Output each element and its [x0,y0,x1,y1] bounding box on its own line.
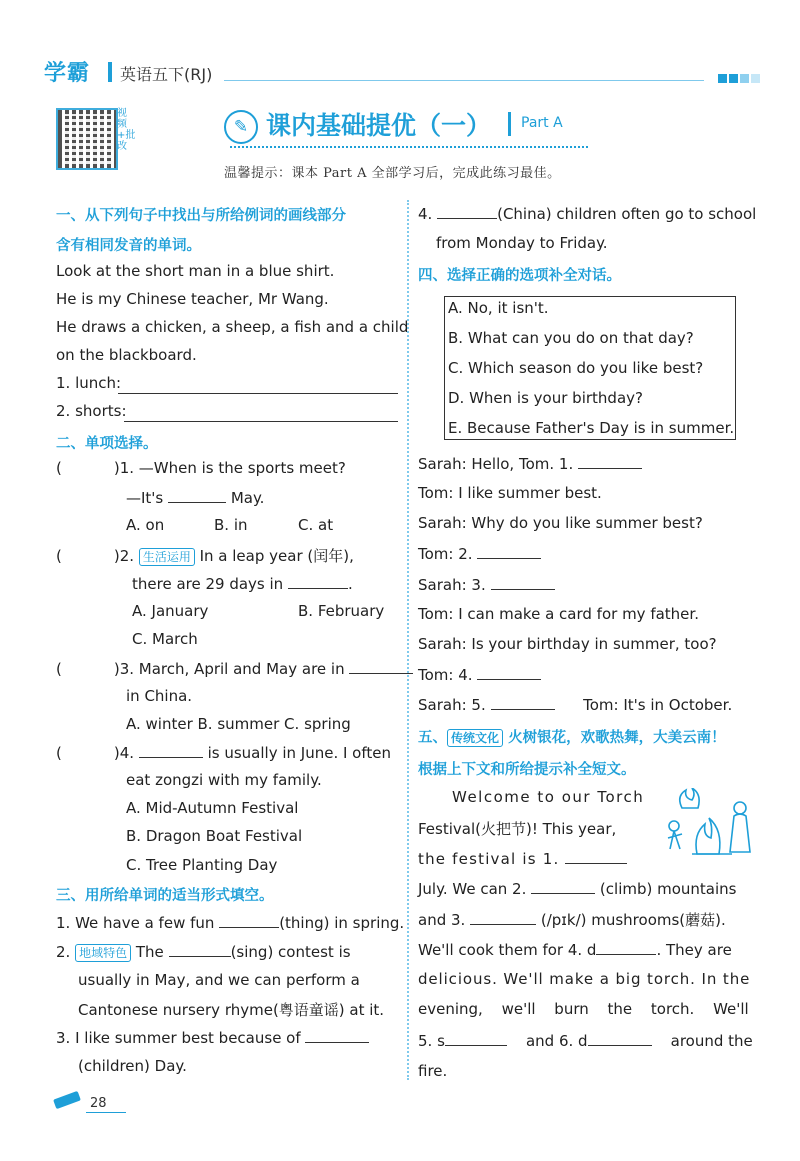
s1-q2-answer-line[interactable] [124,420,398,422]
s2-q3-line2: in China. [126,687,193,705]
option-a: A. No, it isn't. [448,299,549,317]
option-e: E. Because Father's Day is in summer. [448,419,735,437]
s2-q4-option-a: A. Mid-Autumn Festival [126,799,299,817]
dialog-line: Tom: I like summer best. [418,484,602,502]
s2-q1-option-b: B. in [214,516,248,534]
section-4-heading: 四、选择正确的选项补全对话。 [418,268,621,284]
s2-q2-option-a: A. January [132,602,209,620]
header-dots [716,68,760,87]
answer-blank[interactable] [169,942,231,957]
answer-blank[interactable] [288,574,348,589]
answer-blank[interactable] [349,659,413,674]
answer-blank[interactable] [596,940,656,955]
tag-label: 生活运用 [139,548,195,566]
answer-blank[interactable] [565,849,627,864]
answer-blank[interactable] [531,879,595,894]
page-number: 28 [90,1096,107,1111]
option-b: B. What can you do on that day? [448,329,694,347]
section-1-heading-2: 含有相同发音的单词。 [56,238,201,254]
s2-q1-option-a: A. on [126,516,165,534]
answer-blank[interactable] [305,1028,369,1043]
answer-blank[interactable] [588,1031,652,1046]
dialog-line: Sarah: Why do you like summer best? [418,514,703,532]
section-1-heading: 一、从下列句子中找出与所给例词的画线部分 [56,208,346,224]
tip-text: 温馨提示：课本 Part A 全部学习后，完成此练习最佳。 [224,166,561,181]
s2-q1-option-c: C. at [298,516,334,534]
dialog-line: Tom: 2. [418,544,541,563]
answer-blank[interactable] [477,544,541,559]
page-header [44,52,760,92]
brand-divider [108,62,112,82]
page-title: 课内基础提优（一） [266,111,492,140]
section-5-heading-2: 根据上下文和所给提示补全短文。 [418,762,636,778]
answer-blank[interactable] [219,913,279,928]
answer-blank[interactable] [578,454,642,469]
pen-icon [53,1091,81,1109]
example-sentence: on the blackboard. [56,346,197,364]
passage-line: and 3. (/pɪk/) mushrooms(蘑菇). [418,911,726,929]
footer-rule [86,1112,126,1113]
dialog-line: Sarah: 5. Tom: It's in October. [418,696,733,714]
answer-blank[interactable] [139,743,203,758]
s2-q2: ( )2. 生活运用 In a leap year (闰年), [56,547,354,565]
example-sentence: He is my Chinese teacher, Mr Wang. [56,290,329,308]
passage-line: delicious. We'll make a big torch. In the [418,970,751,988]
brand-logo: 学霸 [44,61,91,86]
title-divider [508,112,511,136]
title-underline [230,146,588,148]
passage-line: 5. s and 6. d around the [418,1032,753,1050]
passage-line: the festival is 1. [418,849,627,868]
s3-q2: 2. 地域特色 The (sing) contest is [56,943,351,961]
s2-q3: ( )3. March, April and May are in [56,659,413,678]
qr-code[interactable] [56,108,118,170]
passage-line: Welcome to our Torch [452,788,645,806]
s1-q2-label: 2. shorts: [56,402,127,420]
answer-blank[interactable] [477,665,541,680]
section-5-heading: 五、 传统文化 火树银花，欢歌热舞，大美云南！ [418,730,726,746]
torch-festival-illustration [652,788,758,860]
part-label: Part A [521,115,563,131]
s3-q2-line3: Cantonese nursery rhyme(粤语童谣) at it. [78,1001,385,1019]
s2-q4-line2: eat zongzi with my family. [126,771,322,789]
dialog-line: Sarah: Hello, Tom. 1. [418,454,642,473]
passage-line: We'll cook them for 4. d . They are [418,941,732,959]
option-d: D. When is your birthday? [448,389,643,407]
s3-q3: 3. I like summer best because of [56,1028,369,1047]
option-c: C. Which season do you like best? [448,359,704,377]
s2-q4-option-b: B. Dragon Boat Festival [126,827,303,845]
s2-q3-options: A. winter B. summer C. spring [126,715,351,733]
dialog-line: Sarah: Is your birthday in summer, too? [418,635,717,653]
passage-line: evening, we'll burn the torch. We'll [418,1000,749,1018]
s3-q2-line2: usually in May, and we can perform a [78,971,360,989]
section-3-heading: 三、用所给单词的适当形式填空。 [56,888,274,904]
s2-q4-option-c: C. Tree Planting Day [126,856,278,874]
answer-blank[interactable] [470,910,536,925]
s3-q4-line2: from Monday to Friday. [436,234,608,252]
tag-label: 地域特色 [75,944,131,962]
answer-blank[interactable] [491,695,555,710]
passage-line: fire. [418,1062,448,1080]
answer-blank[interactable] [168,488,226,503]
s2-q1: ( )1. —When is the sports meet? [56,459,346,477]
s2-q2-option-c: C. March [132,630,198,648]
s1-q1-answer-line[interactable] [118,392,398,394]
s2-q2-line2: there are 29 days in . [132,575,353,593]
s3-q4: 4. (China) children often go to school [418,205,757,223]
header-rule [224,80,704,81]
s1-q1-label: 1. lunch: [56,374,122,392]
tag-label: 传统文化 [447,729,503,747]
passage-line: July. We can 2. (climb) mountains [418,880,737,898]
s3-q3-line2: (children) Day. [78,1057,187,1075]
s2-q4: ( )4. is usually in June. I often [56,744,391,762]
qr-label: 视频+批改 [117,108,136,152]
example-sentence: He draws a chicken, a sheep, a fish and a child [56,318,409,336]
answer-blank[interactable] [445,1031,507,1046]
example-sentence: Look at the short man in a blue shirt. [56,262,335,280]
passage-line: Festival(火把节)! This year, [418,820,617,838]
pencil-note-icon: ✎ [224,110,258,144]
section-2-heading: 二、单项选择。 [56,436,158,452]
dialog-line: Tom: I can make a card for my father. [418,605,699,623]
s2-q1-line2: —It's May. [126,489,265,507]
dialog-line: Tom: 4. [418,665,541,684]
s3-q1: 1. We have a few fun (thing) in spring. [56,914,405,932]
dialog-line: Sarah: 3. [418,575,555,594]
answer-blank[interactable] [491,575,555,590]
book-title: 英语五下(RJ) [120,65,213,84]
answer-blank[interactable] [437,204,497,219]
s2-q2-option-b: B. February [298,602,385,620]
